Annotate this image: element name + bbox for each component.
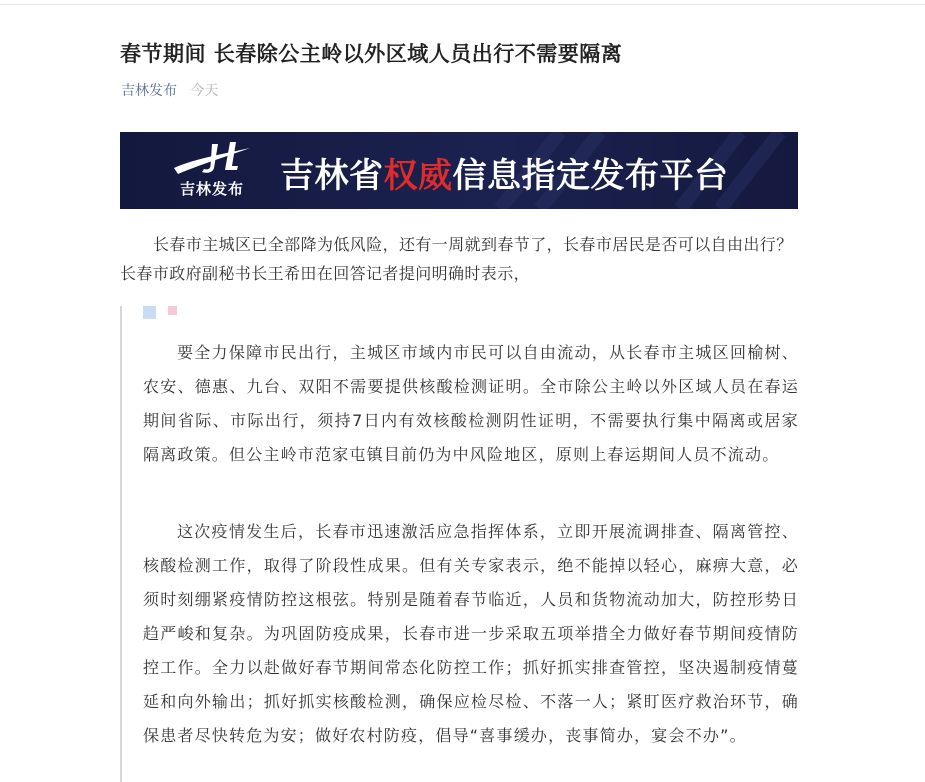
decorative-blue-square <box>143 306 156 319</box>
slogan-part-2: 信息指定发布平台 <box>452 156 729 196</box>
publish-date: 今天 <box>190 83 219 99</box>
slogan-highlight: 权威 <box>383 156 453 196</box>
decorative-pink-square <box>168 306 177 315</box>
intro-paragraph: 长春市主城区已全部降为低风险，还有一周就到春节了，长春市居民是否可以自由出行？长春市政府副秘书长王希田在回答记者提问明确时表示， <box>120 235 793 283</box>
quote-paragraph: 这次疫情发生后，长春市迅速激活应急指挥体系，立即开展流调排查、隔离管控、核酸检测工作，取得了阶段性成果。但有关专家表示，绝不能掉以轻心，麻痹大意，必须时刻绷紧疫情防控这根弦。特别是随着春节临近，人员和货物流动加大，防控形势日趋严峻和复杂。为巩固防疫成果，长春市进一步采取五项举措全力做好春节期间疫情防控工作。全力以赴做好春节期间常态化防控工作；抓好抓实排查管控，坚决遏制疫情蔓延和向外输出；抓好抓实核酸检测，确保应检尽检、不落一人；紧盯医疗救治环节，确保患者尽快转危为安；做好农村防疫，倡导“喜事缓办，丧事简办，宴会不办”。 <box>143 522 799 745</box>
article-meta <box>121 80 218 100</box>
banner-logo-text: 吉林发布 <box>180 180 245 198</box>
article-title: 春节期间 长春除公主岭以外区域人员出行不需要隔离 <box>120 42 623 66</box>
banner-slogan <box>280 148 729 197</box>
header-banner-image <box>120 132 798 209</box>
slogan-part-1: 吉林省 <box>280 156 384 196</box>
quote-paragraph: 要全力保障市民出行，主城区市域内市民可以自由流动，从长春市主城区回榆树、农安、德惠、九台、双阳不需要提供核酸检测证明。全市除公主岭以外区域人员在春运期间省际、市际出行，须持7日内有效核酸检测阴性证明，不需要执行集中隔离或居家隔离政策。但公主岭市范家屯镇目前仍为中风险地区，原则上春运期间人员不流动。 <box>143 343 799 464</box>
blockquote-border <box>120 306 122 782</box>
jilin-fabu-logo-icon <box>172 142 256 182</box>
top-divider <box>0 4 925 5</box>
account-name-link[interactable]: 吉林发布 <box>121 83 177 99</box>
